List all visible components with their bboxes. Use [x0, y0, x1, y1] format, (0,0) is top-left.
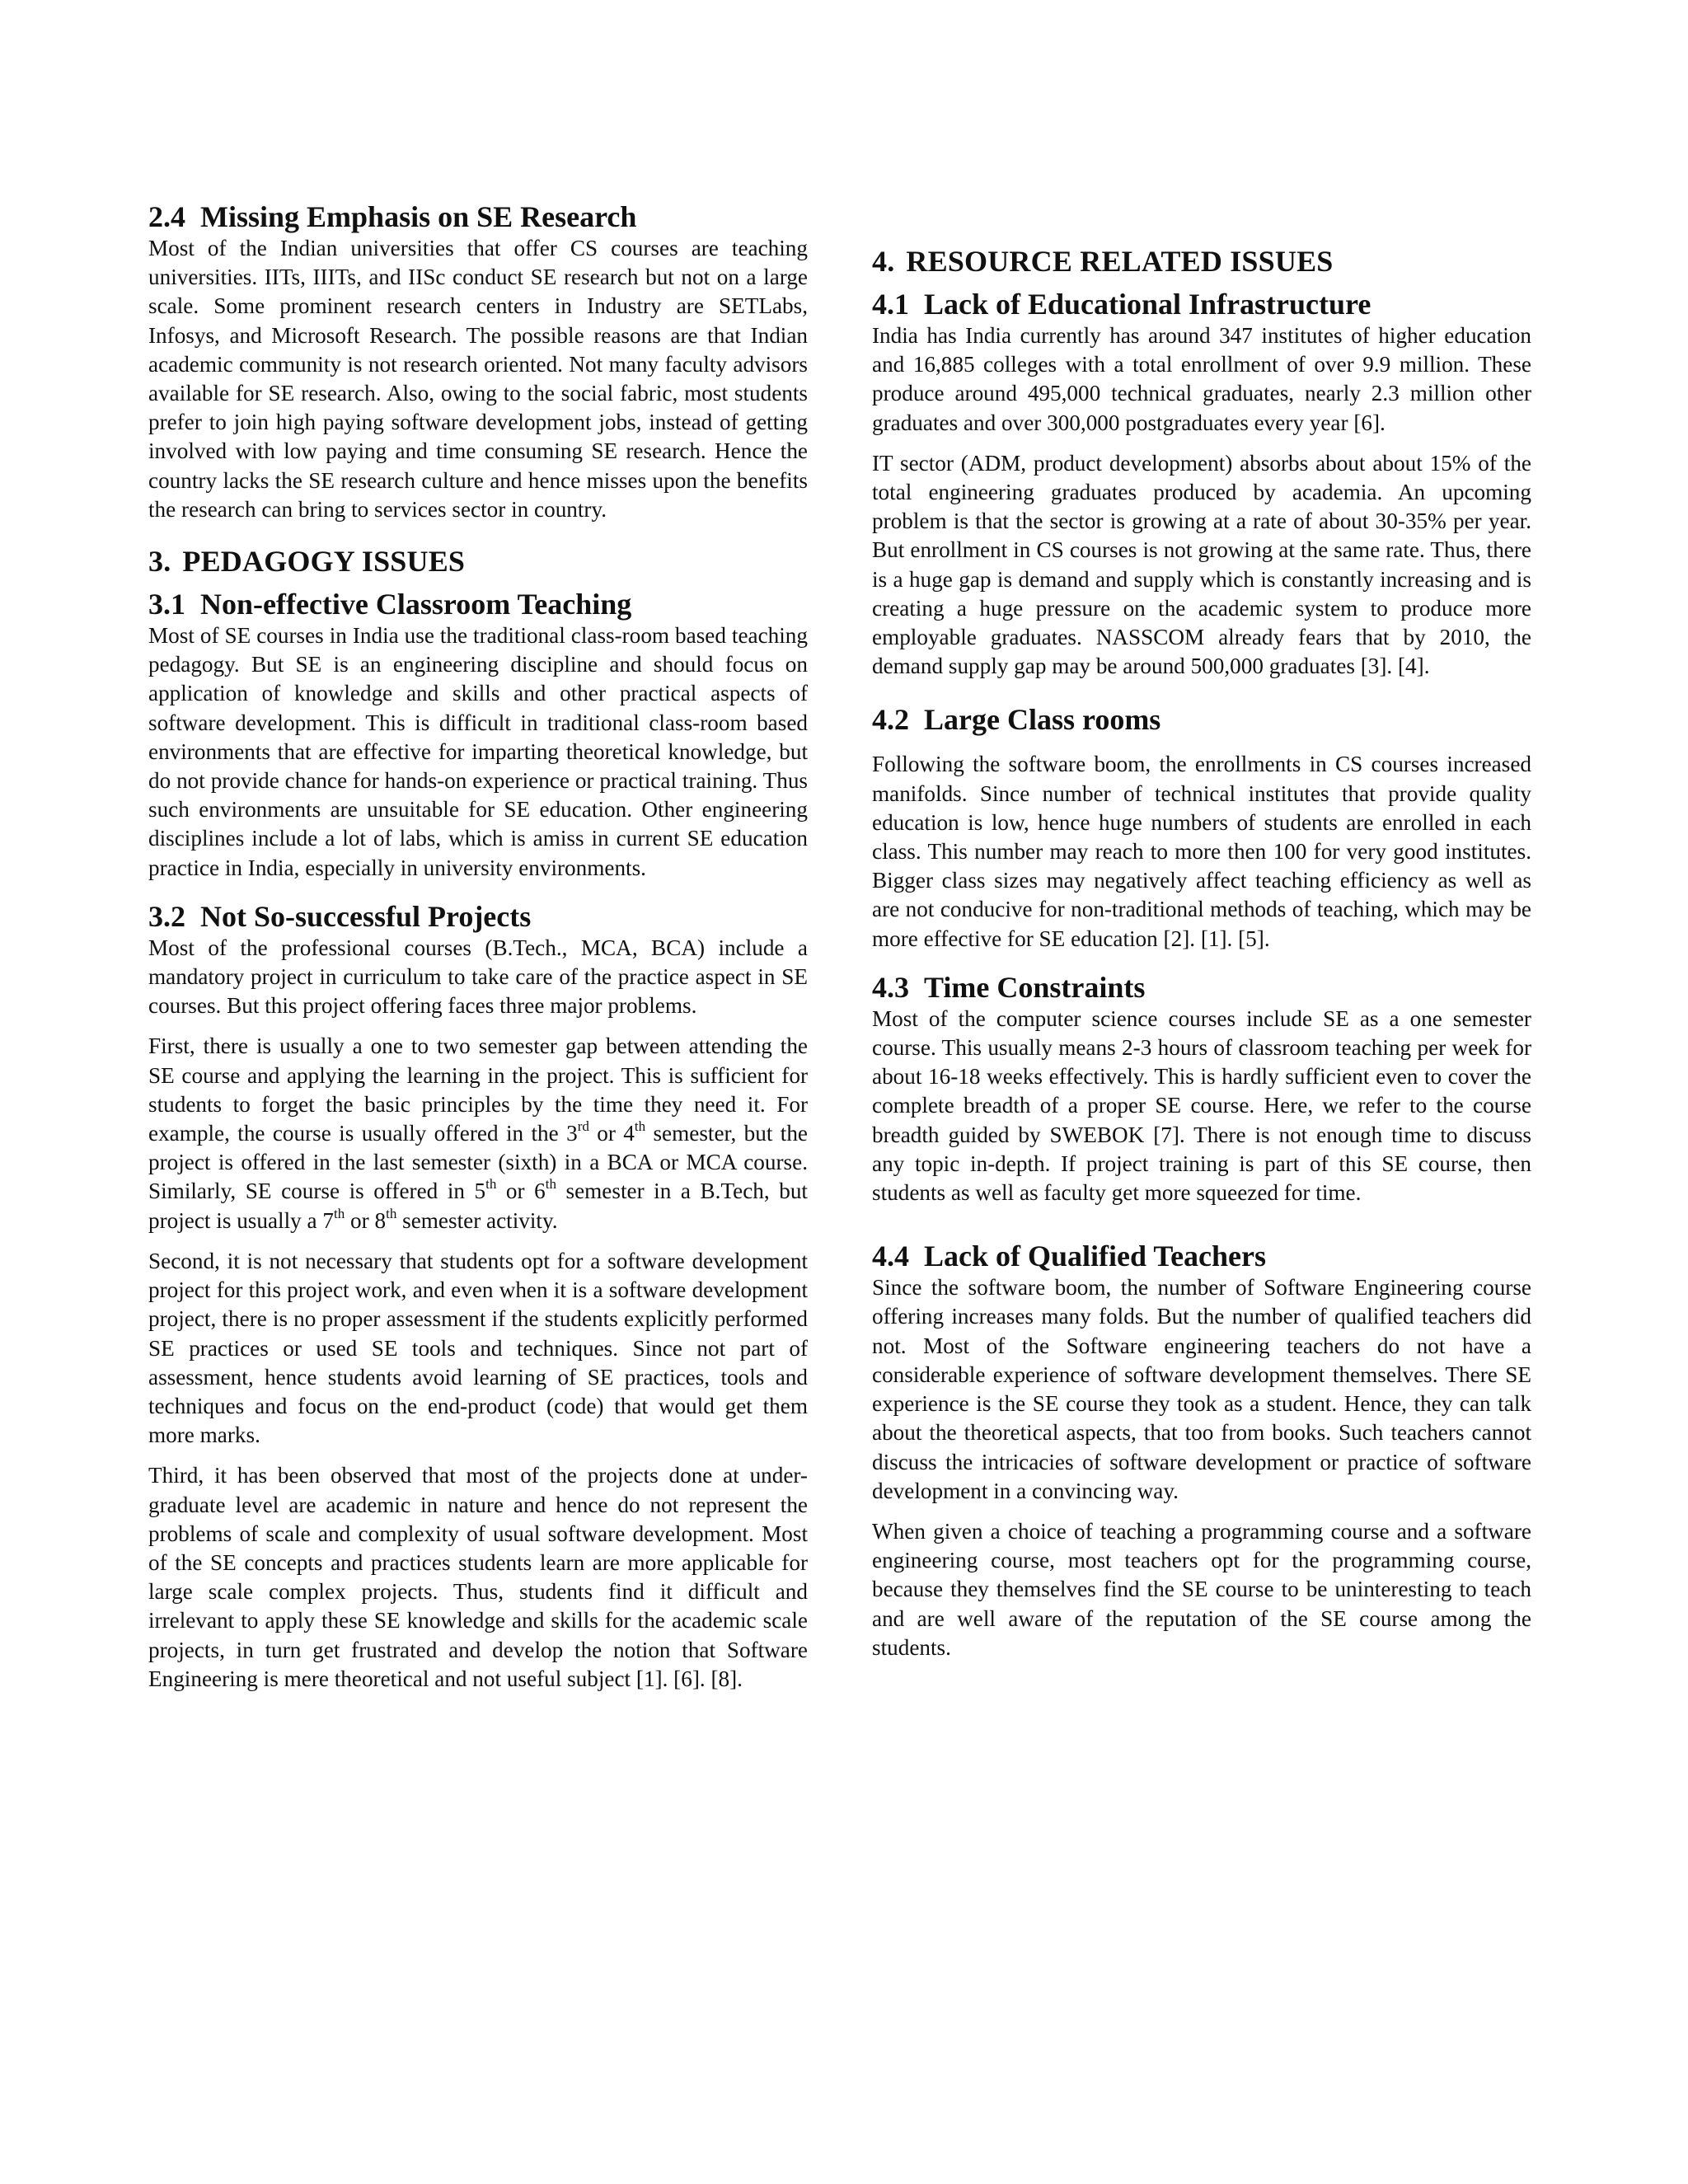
section-3-1-heading	[148, 587, 808, 621]
text-run: semester, but the project is offered in the last semester (sixth) in a BCA or MCA course. Similarly, SE course is offered in 5	[148, 1121, 808, 1204]
text-run: or 8	[345, 1207, 387, 1233]
section-3-heading	[148, 544, 808, 579]
section-4-4-heading	[872, 1239, 1531, 1273]
section-4-1-paragraph-2: IT sector (ADM, product development) absorbs about about 15% of the total engineering graduates produced by academia. An upcoming problem is that the sector is growing at a rate of about 30-35% per year. But enrollment in CS courses is not growing at the same rate. Thus, there is a huge gap is demand and supply which is constantly increasing and is creating a huge pressure on the academic system to produce more employable graduates. NASSCOM already fears that by 2010, the demand supply gap may be around 500,000 graduates [3]. [4].	[872, 450, 1531, 679]
section-2-4-heading	[148, 199, 808, 234]
section-title: Lack of Educational Infrastructure	[924, 288, 1372, 321]
section-3-2-paragraph-3: Second, it is not necessary that students opt for a software development project for this project work, and even when it is a software development project, there is no proper assessment if the students explicitly performed SE practices or used SE tools and techniques. Since not part of assessment, hence students avoid learning of SE practices, tools and techniques and focus on the end-product (code) that would get them more marks.	[148, 1248, 808, 1448]
text-run: or 6	[496, 1179, 546, 1204]
section-4-1-paragraph-1: India has India currently has around 347 institutes of higher education and 16,885 colleges with a total enrollment of over 9.9 million. These produce around 495,000 technical graduates, nearly 2.3 million other graduates and over 300,000 postgraduates every year [6].	[872, 323, 1531, 435]
section-4-3-heading	[872, 970, 1531, 1005]
superscript: th	[545, 1176, 556, 1193]
section-4-2-paragraph-1: Following the software boom, the enrollments in CS courses increased manifolds. Since number of technical institutes that provide quality education is low, hence huge numbers of students are enrolled in each class. This number may reach to more then 100 for very good institutes. Bigger class sizes may negatively affect teaching efficiency as well as are not conducive for non-traditional methods of teaching, which may be more effective for SE education [2]. [1]. [5].	[872, 752, 1531, 951]
superscript: th	[634, 1118, 646, 1135]
section-3-2-paragraph-2	[148, 1032, 808, 1235]
section-3-2-heading	[148, 899, 808, 934]
section-title: Not So-successful Projects	[200, 899, 532, 933]
text-run: semester in a B.Tech, but project is usually a 7	[148, 1179, 808, 1233]
section-2-4-paragraph-1: Most of the Indian universities that offer CS courses are teaching universities. IITs, IIITs, and IISc conduct SE research but not on a large scale. Some prominent research centers in Industry are SETLabs, Infosys, and Microsoft Research. The possible reasons are that Indian academic community is not research oriented. Not many faculty advisors available for SE research. Also, owing to the social fabric, most students prefer to join high paying software development jobs, instead of getting involved with low paying and time consuming SE research. Hence the country lacks the SE research culture and hence misses upon the benefits the research can bring to services sector in country.	[148, 236, 808, 522]
section-number: 4.1	[872, 288, 909, 321]
section-title: Missing Emphasis on SE Research	[200, 200, 637, 233]
section-title: PEDAGOGY ISSUES	[182, 545, 466, 579]
section-4-4-paragraph-2: When given a choice of teaching a programming course and a software engineering course, most teachers opt for the programming course, because they themselves find the SE course to be uninteresting to teach and are well aware of the reputation of the SE course among the students.	[872, 1518, 1531, 1660]
section-4-3-paragraph-1: Most of the computer science courses include SE as a one semester course. This usually means 2-3 hours of classroom teaching per week for about 16-18 weeks effectively. This is hardly sufficient even to cover the complete breadth of a proper SE course. Here, we refer to the course breadth guided by SWEBOK [7]. There is not enough time to discuss any topic in-depth. If project training is part of this SE course, then students as well as faculty get more squeezed for time.	[872, 1005, 1531, 1206]
superscript: rd	[577, 1118, 589, 1135]
right-column	[872, 244, 1531, 1662]
section-title: Large Class rooms	[924, 703, 1161, 737]
section-number: 2.4	[148, 200, 185, 233]
section-title: Lack of Qualified Teachers	[924, 1240, 1267, 1273]
superscript: th	[334, 1205, 345, 1221]
section-number: 3.1	[148, 588, 185, 621]
section-3-1-paragraph-1: Most of SE courses in India use the traditional class-room based teaching pedagogy. But SE is an engineering discipline and should focus on application of knowledge and skills and other practical aspects of software development. This is difficult in traditional class-room based environments that are effective for imparting theoretical knowledge, but do not provide chance for hands-on experience or practical training. Thus such environments are unsuitable for SE education. Other engineering disciplines include a lot of labs, which is amiss in current SE education practice in India, especially in university environments.	[148, 623, 808, 880]
text-run: First, there is usually a one to two semester gap between attending the SE course and applying the learning in the project. This is sufficient for students to forget the basic principles by the time they need it. For example, the course is usually offered in the 3	[148, 1033, 808, 1146]
section-number: 4.	[872, 245, 895, 278]
superscript: th	[485, 1176, 497, 1193]
section-title: Time Constraints	[924, 970, 1146, 1004]
section-title: Non-effective Classroom Teaching	[200, 588, 632, 621]
text-run: or 4	[588, 1121, 635, 1146]
section-4-2-heading	[872, 702, 1531, 737]
section-number: 3.	[148, 545, 171, 579]
section-number: 4.2	[872, 703, 909, 737]
section-number: 4.4	[872, 1240, 909, 1273]
section-3-2-paragraph-4: Third, it has been observed that most of the projects done at under-graduate level are academic in nature and hence do not represent the problems of scale and complexity of usual software development. Most of the SE concepts and practices students learn are more applicable for large scale complex projects. Thus, students find it difficult and irrelevant to apply these SE knowledge and skills for the academic scale projects, in turn get frustrated and develop the notion that Software Engineering is mere theoretical and not useful subject [1]. [6]. [8].	[148, 1463, 808, 1691]
section-number: 4.3	[872, 970, 909, 1004]
section-4-4-paragraph-1: Since the software boom, the number of Software Engineering course offering increases many folds. But the number of qualified teachers did not. Most of the Software engineering teachers do not have a considerable experience of software development themselves. There SE experience is the SE course they took as a student. Hence, they can talk about the theoretical aspects, that too from books. Such teachers cannot discuss the intricacies of software development or practice of software development in a convincing way.	[872, 1275, 1531, 1503]
text-run: semester activity.	[396, 1207, 558, 1233]
section-4-heading	[872, 244, 1531, 279]
superscript: th	[386, 1205, 397, 1221]
section-4-1-heading	[872, 287, 1531, 321]
section-number: 3.2	[148, 899, 185, 933]
left-column	[148, 199, 808, 1694]
section-title: RESOURCE RELATED ISSUES	[906, 245, 1334, 278]
section-3-2-paragraph-1: Most of the professional courses (B.Tech., MCA, BCA) include a mandatory project in curriculum to take care of the practice aspect in SE courses. But this project offering faces three major problems.	[148, 935, 808, 1019]
